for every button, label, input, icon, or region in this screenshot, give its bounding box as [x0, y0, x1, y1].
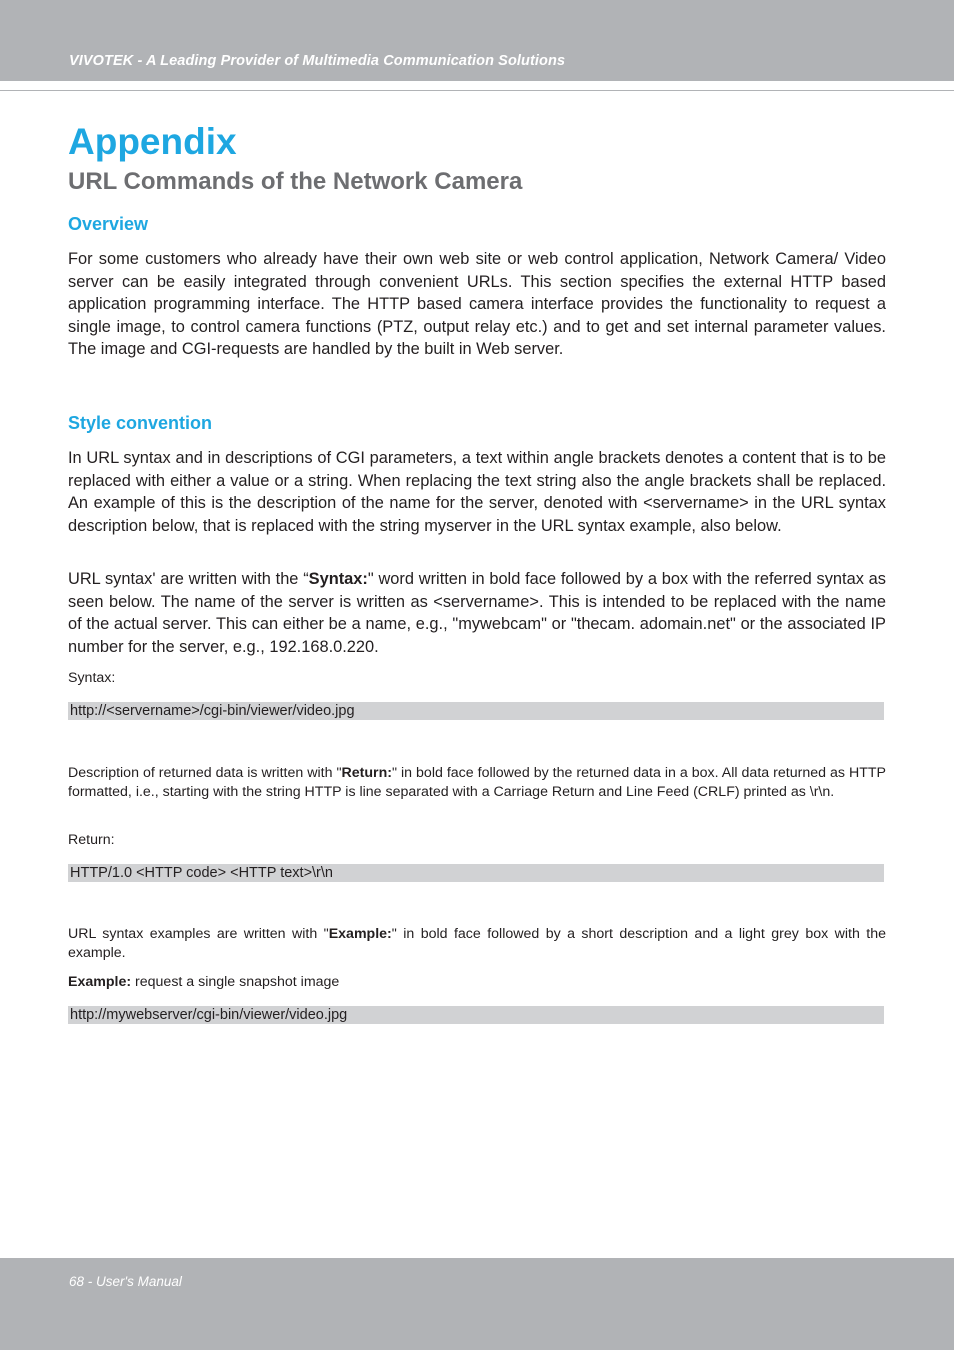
- syntax-keyword: Syntax:: [308, 570, 368, 588]
- example-description: [68, 925, 886, 963]
- example-label: [68, 973, 886, 992]
- syntax-description-text: " word written in bold face followed by a box with the referred syntax as seen below. The name of the server is written as <servername>. This is intended to be replaced with the name of the actual server. This can either be a name, e.g., "mywebcam" or "thecam. adomain.net" or the associated IP number for the server, e.g., 192.168.0.220.: [68, 570, 886, 656]
- syntax-intro-text: URL syntax' are written with the “: [68, 570, 309, 588]
- footer-page-label: 68 - User's Manual: [69, 1274, 182, 1289]
- example-description-text: " in bold face followed by a short description and a light grey box with the example.: [68, 926, 886, 962]
- syntax-label: Syntax:: [68, 670, 116, 686]
- example-label-text: request a single snapshot image: [131, 974, 340, 990]
- style-convention-paragraph-1: In URL syntax and in descriptions of CGI parameters, a text within angle brackets denotes a content that is to be replaced with either a value or a string. When replacing the text string also the angle brackets shall be replaced. An example of this is the description of the name for the server, denoted with <servername> in the URL syntax description below, that is replaced with the string myserver in the URL syntax example, also below.: [68, 449, 886, 535]
- example-keyword: Example:: [328, 926, 392, 942]
- page-title: Appendix: [68, 121, 237, 162]
- example-intro-text: URL syntax examples are written with ": [68, 926, 329, 942]
- header-company-line: VIVOTEK - A Leading Provider of Multimedia Communication Solutions: [69, 53, 566, 69]
- overview-paragraph: For some customers who already have their own web site or web control application, Network Camera/ Video server can be easily integrated through convenient URLs. This section specifies the external HTTP based application programming interface. The HTTP based camera interface provides the functionality to request a single image, to control camera functions (PTZ, output relay etc.) and to get and set internal parameter values. The image and CGI-requests are handled by the built in Web server.: [68, 250, 886, 358]
- example-label-keyword: Example:: [68, 974, 132, 990]
- return-description: [68, 764, 886, 802]
- return-description-text: " in bold face followed by the returned data in a box. All data returned as HTTP formatted, i.e., starting with the string HTTP is line separated with a Carriage Return and Line Feed (CRLF) printed as \r\n.: [68, 765, 886, 801]
- section-title: URL Commands of the Network Camera: [68, 168, 523, 195]
- return-label: Return:: [68, 832, 115, 848]
- footer-band: [0, 1258, 954, 1350]
- example-code-box: http://mywebserver/cgi-bin/viewer/video.jpg: [68, 1006, 884, 1024]
- header-divider: [0, 90, 954, 91]
- overview-heading: Overview: [68, 214, 149, 234]
- syntax-code-box: http://<servername>/cgi-bin/viewer/video.jpg: [68, 702, 884, 720]
- return-keyword: Return:: [341, 765, 392, 781]
- return-code-box: HTTP/1.0 <HTTP code> <HTTP text>\r\n: [68, 864, 884, 882]
- style-convention-heading: Style convention: [68, 413, 213, 433]
- return-intro-text: Description of returned data is written with ": [68, 765, 342, 781]
- style-convention-paragraph-2: [68, 568, 886, 658]
